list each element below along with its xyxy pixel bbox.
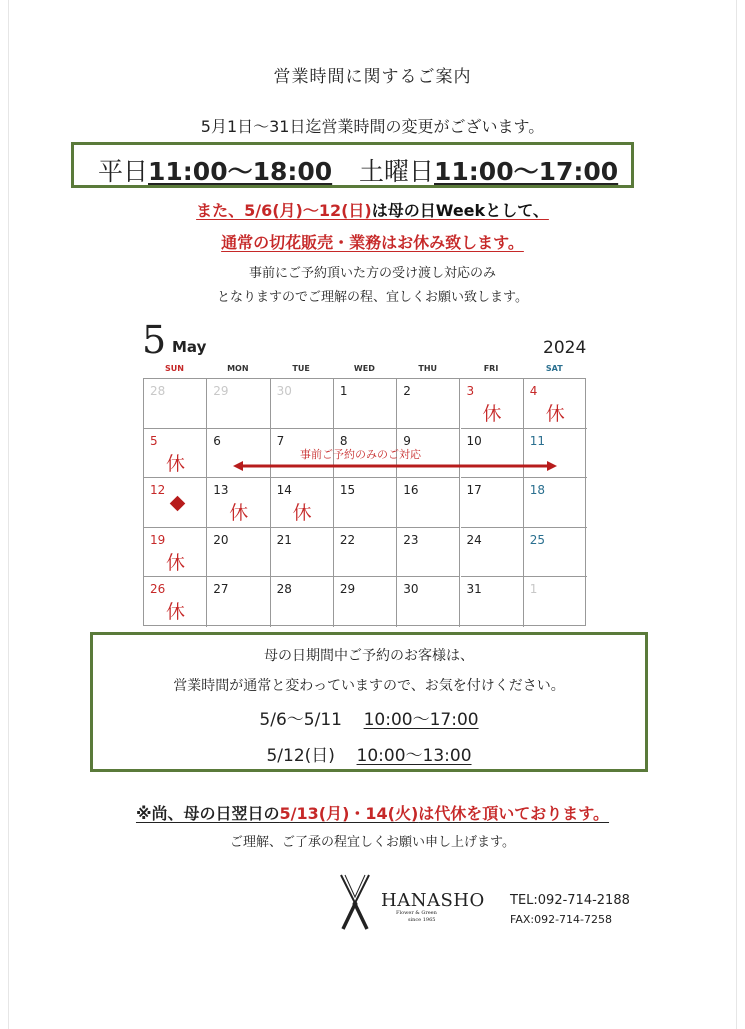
pruning-shears-icon (333, 873, 377, 931)
calendar-day-number: 17 (466, 483, 482, 498)
calendar-day-number: 23 (403, 532, 419, 547)
calendar-day-cell (334, 478, 397, 528)
calendar-day-number: 5 (150, 433, 158, 448)
calendar-day-number: 22 (339, 532, 356, 547)
calendar-day-number: 29 (213, 384, 229, 398)
note-dates: 5/13(月)・14(火) (279, 804, 419, 823)
calendar-day-number: 12 (150, 483, 166, 498)
calendar-day-cell (334, 577, 397, 627)
calendar-day-cell (207, 577, 270, 627)
double-arrow-icon (233, 461, 557, 471)
calendar-day-number: 25 (529, 532, 546, 547)
calendar-day-number: 8 (339, 433, 348, 448)
note-suffix: は代休を頂いております。 (418, 804, 610, 823)
calendar-day-cell (144, 429, 207, 479)
calendar-day-number: 30 (403, 582, 419, 597)
calendar-day-number: 28 (150, 384, 166, 398)
calendar-month-name: May (172, 338, 207, 356)
weekday-time: 11:00〜18:00 (148, 157, 333, 186)
calendar-day-number: 4 (529, 384, 538, 398)
intro-text: 5月1日〜31日迄営業時間の変更がございます。 (200, 117, 545, 136)
holiday-mark: 休 (166, 601, 186, 624)
calendar-day-cell (271, 379, 334, 429)
weekday-hours (98, 152, 332, 188)
understanding-notice: となりますのでご理解の程、宜しくお願い致します。 (217, 290, 528, 305)
calendar-day-number: 2 (403, 384, 411, 398)
brand-subtitle: Flower & Green (396, 910, 437, 916)
calendar-day-number: 26 (150, 582, 166, 597)
calendar-day-number: 19 (150, 532, 166, 547)
calendar-day-number: 9 (403, 433, 411, 448)
brand-since: since 1965 (408, 917, 436, 923)
calendar-year: 2024 (543, 338, 587, 358)
holiday-mark: 休 (482, 403, 502, 425)
calendar-day-cell (144, 577, 207, 627)
calendar-day-number: 13 (213, 483, 229, 498)
brand-name: HANASHO (381, 890, 485, 911)
mothers-day-week-notice (0, 198, 745, 221)
mothers-day-range2 (93, 741, 645, 766)
calendar-day-number: 28 (276, 582, 292, 597)
calendar-day-number: 1 (529, 582, 538, 597)
holiday-mark: 休 (166, 551, 186, 574)
saturday-label: 土曜日 (359, 157, 435, 186)
calendar-day-number: 18 (529, 483, 546, 498)
calendar-day-cell (461, 379, 524, 429)
weekday-label-sun: SUN (165, 364, 184, 373)
calendar-day-cell (334, 379, 397, 429)
holiday-mark: 休 (229, 502, 249, 525)
notice-dates: また、5/6(月)〜12(日) (196, 201, 372, 220)
calendar-day-number: 11 (529, 433, 546, 448)
calendar-day-cell (524, 577, 587, 627)
reservation-only-label: 事前ご予約のみのご対応 (300, 448, 421, 461)
business-hours-box (71, 142, 634, 188)
calendar-day-number: 1 (339, 384, 348, 398)
weekday-label-wed: WED (353, 364, 375, 373)
calendar-day-cell (461, 577, 524, 627)
calendar-day-number: 6 (213, 433, 221, 448)
weekday-label-thu: THU (418, 364, 438, 373)
calendar-day-number: 15 (339, 483, 356, 498)
calendar-day-number: 16 (403, 483, 419, 498)
reservation-notice: 事前にご予約頂いた方の受け渡し対応のみ (248, 266, 496, 281)
calendar-day-cell (334, 528, 397, 578)
calendar-day-cell (397, 379, 460, 429)
calendar-day-cell (461, 528, 524, 578)
mothers-day-caution: 営業時間が通常と変わっていますので、お気を付けください。 (173, 678, 565, 694)
saturday-time: 11:00〜17:00 (434, 157, 619, 186)
calendar-day-number: 7 (276, 433, 285, 448)
calendar-day-cell (461, 478, 524, 528)
calendar-day-cell (144, 528, 207, 578)
thanks-text: ご理解、ご了承の程宜しくお願い申し上げます。 (230, 835, 515, 850)
calendar-day-number: 21 (276, 532, 292, 547)
range1-label: 5/6〜5/11 (259, 710, 342, 730)
range2-time: 10:00〜13:00 (356, 746, 472, 766)
notice-week: は母の日Week (371, 201, 486, 220)
calendar-day-cell (397, 478, 460, 528)
calendar-day-cell (207, 528, 270, 578)
weekday-label-mon: MON (227, 364, 249, 373)
weekday-label-tue: TUE (292, 364, 310, 373)
calendar-month-number: 5 (142, 318, 167, 362)
calendar-day-cell (524, 528, 587, 578)
calendar-day-number: 20 (213, 532, 229, 547)
range2-label: 5/12(日) (266, 746, 335, 766)
mothers-day-range1 (93, 705, 645, 730)
weekday-label: 平日 (98, 157, 149, 186)
calendar-day-cell (144, 379, 207, 429)
weekday-label-sat: SAT (545, 364, 563, 373)
calendar-day-number: 31 (466, 582, 482, 597)
notice-suffix: として、 (485, 201, 549, 220)
calendar-day-cell (524, 379, 587, 429)
substitute-holiday-notice (0, 801, 745, 824)
calendar-day-cell (524, 478, 587, 528)
calendar-day-cell (271, 528, 334, 578)
range1-time: 10:00〜17:00 (363, 710, 479, 730)
calendar-day-number: 30 (276, 384, 292, 398)
holiday-mark: 休 (166, 452, 186, 475)
calendar-day-cell (207, 379, 270, 429)
calendar-day-number: 24 (466, 532, 482, 547)
calendar-day-number: 3 (466, 384, 475, 398)
weekday-label-fri: FRI (483, 364, 499, 373)
mothers-day-intro: 母の日期間中ご予約のお客様は、 (264, 648, 474, 664)
calendar-day-cell (271, 478, 334, 528)
closure-notice: 通常の切花販売・業務はお休み致します。 (221, 233, 524, 252)
holiday-mark: 休 (545, 403, 565, 425)
page-title: 営業時間に関するご案内 (273, 67, 472, 87)
diamond-marker-icon (170, 496, 186, 512)
calendar-day-cell (271, 577, 334, 627)
calendar-day-number: 29 (339, 582, 356, 597)
calendar-day-cell (144, 478, 207, 528)
calendar-day-number: 14 (276, 483, 292, 498)
phone-number: TEL:092-714-2188 (510, 893, 630, 908)
calendar-day-cell (207, 478, 270, 528)
fax-number: FAX:092-714-7258 (510, 913, 613, 926)
calendar-grid (143, 378, 586, 626)
calendar-day-cell (397, 528, 460, 578)
calendar-day-number: 10 (466, 433, 482, 448)
saturday-hours (359, 152, 618, 188)
holiday-mark: 休 (292, 502, 312, 525)
calendar-day-number: 27 (213, 582, 229, 597)
note-prefix: ※尚、母の日翌日の (135, 804, 280, 823)
calendar-day-cell (397, 577, 460, 627)
mothers-day-hours-box (90, 632, 648, 772)
